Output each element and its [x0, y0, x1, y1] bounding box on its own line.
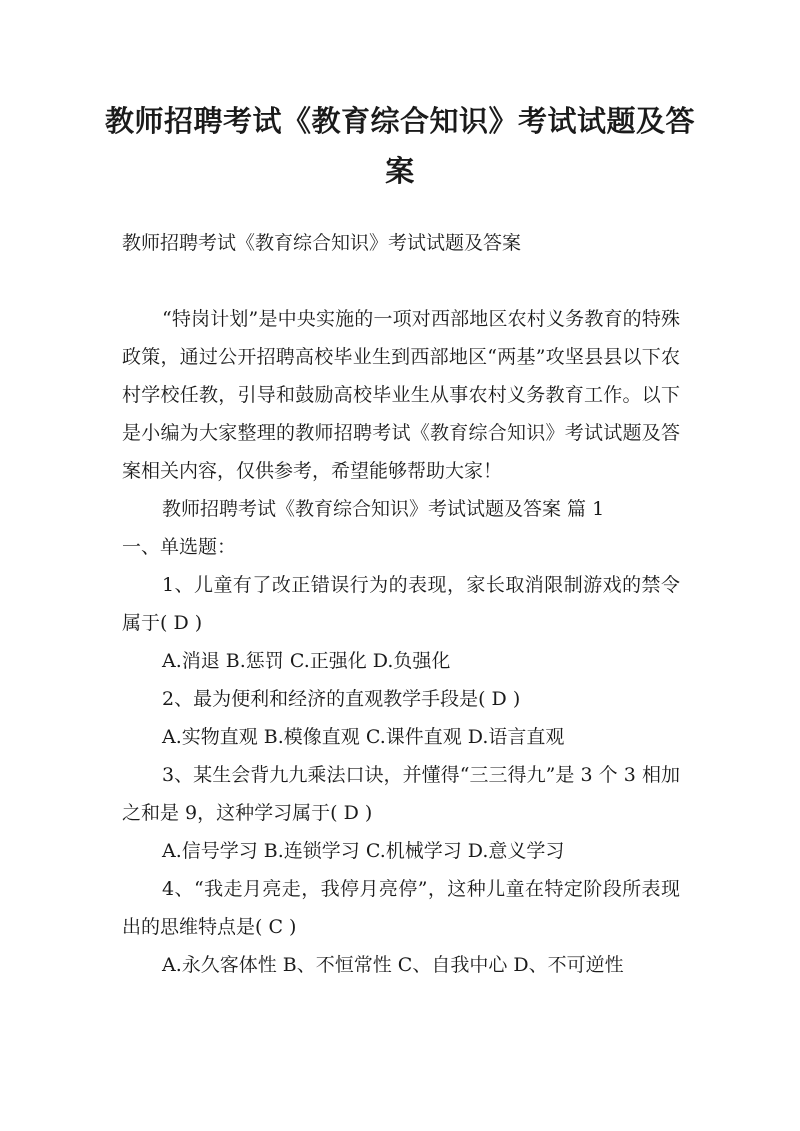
question-options-2: A.实物直观 B.模像直观 C.课件直观 D.语言直观	[162, 726, 565, 748]
section-heading: 教师招聘考试《教育综合知识》考试试题及答案 篇 1	[162, 498, 605, 520]
question-options-4: A.永久客体性 B、不恒常性 C、自我中心 D、不可逆性	[162, 954, 624, 976]
question-stem-1: 1、儿童有了改正错误行为的表现，家长取消限制游戏的禁令属于( D )	[122, 574, 680, 634]
question-options-1: A.消退 B.惩罚 C.正强化 D.负强化	[162, 650, 451, 672]
question-stem-2: 2、最为便利和经济的直观教学手段是( D )	[162, 688, 521, 710]
question-stem-4: 4、“我走月亮走，我停月亮停”，这种儿童在特定阶段所表现出的思维特点是( C )	[122, 878, 680, 938]
document-body	[122, 300, 680, 984]
part-heading: 一、单选题：	[122, 536, 237, 558]
intro-paragraph: “特岗计划”是中央实施的一项对西部地区农村义务教育的特殊政策，通过公开招聘高校毕业生到西部地区“两基”攻坚县县以下农村学校任教，引导和鼓励高校毕业生从事农村义务教育工作。以下是小编为大家整理的教师招聘考试《教育综合知识》考试试题及答案相关内容，仅供参考，希望能够帮助大家！	[122, 308, 680, 482]
question-options-3: A.信号学习 B.连锁学习 C.机械学习 D.意义学习	[162, 840, 565, 862]
question-stem-3: 3、某生会背九九乘法口诀，并懂得“三三得九”是 3 个 3 相加之和是 9，这种学习属于( D )	[122, 764, 680, 824]
document-title: 教师招聘考试《教育综合知识》考试试题及答案	[104, 104, 695, 188]
document-subtitle: 教师招聘考试《教育综合知识》考试试题及答案	[122, 232, 522, 254]
